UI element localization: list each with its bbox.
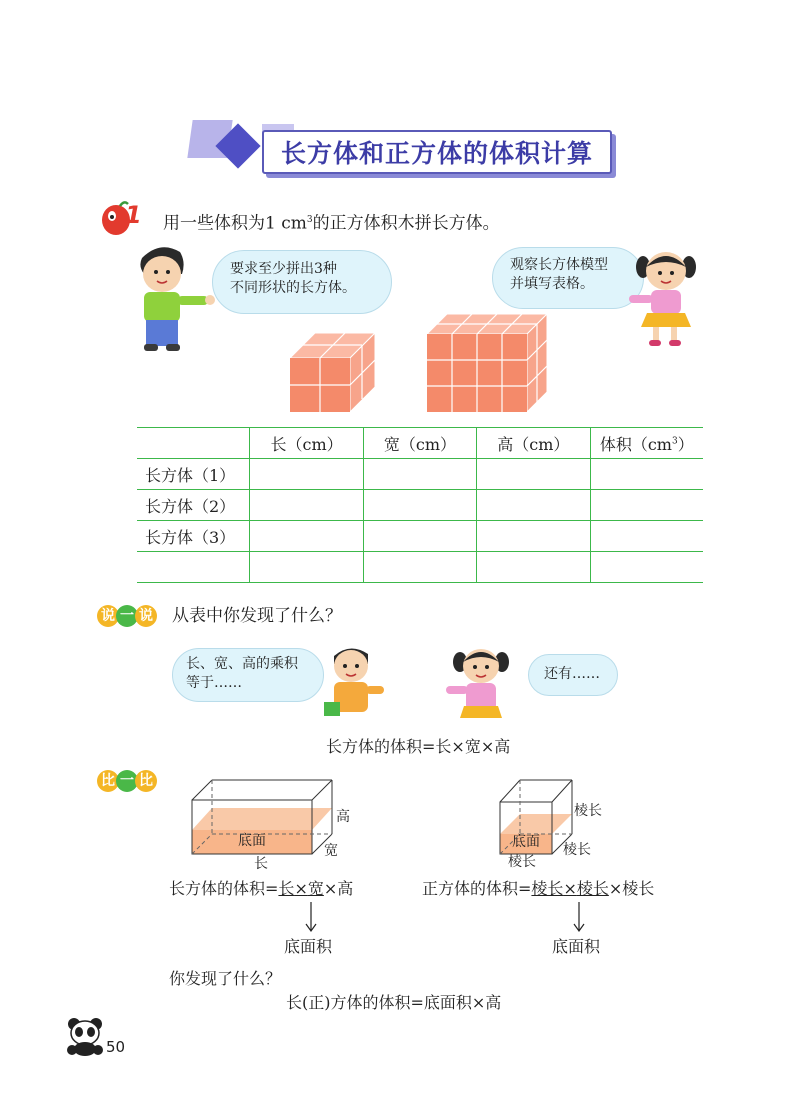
compare-badge-char: 一 bbox=[116, 770, 138, 792]
cuboid-model-large bbox=[423, 312, 551, 412]
discuss-right-text: 还有…… bbox=[544, 666, 600, 682]
cube-formula-times: × bbox=[563, 879, 577, 898]
table-header-sup: 3 bbox=[671, 436, 678, 447]
problem-text-after: 的正方体积木拼长方体。 bbox=[312, 213, 500, 234]
table-cell[interactable] bbox=[477, 490, 590, 521]
compare-badge bbox=[97, 770, 154, 792]
girl-small-illustration bbox=[440, 640, 520, 722]
table-cell[interactable] bbox=[363, 521, 476, 552]
compare-badge-char: 比 bbox=[135, 770, 157, 792]
boy-bubble-line2: 不同形状的长方体。 bbox=[230, 280, 356, 296]
table-header: 宽（cm） bbox=[363, 428, 476, 459]
boy-small-illustration bbox=[320, 640, 390, 720]
panda-icon bbox=[64, 1016, 106, 1056]
table-row bbox=[137, 490, 703, 521]
cube-formula-underline bbox=[531, 879, 608, 898]
discuss-badge bbox=[97, 605, 154, 627]
cuboid-formula bbox=[169, 878, 353, 900]
table-cell[interactable] bbox=[590, 552, 703, 583]
cuboid-formula-times: × bbox=[294, 879, 308, 898]
discuss-conclusion: 长方体的体积=长×宽×高 bbox=[326, 737, 511, 756]
girl-bubble-line2: 并填写表格。 bbox=[510, 276, 594, 292]
cuboid-formula-rest: ×高 bbox=[323, 879, 354, 898]
problem-number: 1 bbox=[125, 201, 142, 229]
problem-text bbox=[163, 210, 500, 234]
row-label: 长方体（3） bbox=[137, 521, 250, 552]
cube-label-edge-bottom: 棱长 bbox=[508, 854, 536, 870]
table-cell[interactable] bbox=[363, 490, 476, 521]
discuss-left-line1: 长、宽、高的乘积 bbox=[186, 656, 298, 672]
row-label: 长方体（1） bbox=[137, 459, 250, 490]
table-cell[interactable] bbox=[590, 490, 703, 521]
arrow-down-icon bbox=[572, 902, 586, 934]
cuboid-model-small bbox=[285, 328, 380, 412]
cube-formula-prefix: 正方体的体积= bbox=[422, 879, 532, 898]
table-cell[interactable] bbox=[477, 459, 590, 490]
cube-formula bbox=[422, 878, 654, 900]
table-row bbox=[137, 521, 703, 552]
cube-formula-edge2: 棱长 bbox=[576, 879, 609, 898]
arrow-down-icon bbox=[304, 902, 318, 934]
table-cell[interactable] bbox=[590, 521, 703, 552]
page-number: 50 bbox=[106, 1038, 126, 1056]
table-cell[interactable] bbox=[250, 521, 363, 552]
cuboid-label-height: 高 bbox=[336, 809, 350, 825]
table-cell[interactable] bbox=[250, 552, 363, 583]
discuss-badge-char: 说 bbox=[97, 605, 119, 627]
cuboid-label-base: 底面 bbox=[238, 833, 266, 849]
compare-badge-char: 比 bbox=[97, 770, 119, 792]
problem-text-before: 用一些体积为1 cm bbox=[163, 213, 307, 234]
data-table bbox=[137, 427, 703, 583]
table-cell[interactable] bbox=[363, 552, 476, 583]
boy-bubble-line1: 要求至少拼出3种 bbox=[230, 261, 337, 277]
cube-label-edge-top: 棱长 bbox=[574, 803, 602, 819]
table-row bbox=[137, 459, 703, 490]
cuboid-formula-underline bbox=[278, 879, 323, 898]
table-cell[interactable] bbox=[250, 490, 363, 521]
cube-label-edge-right: 棱长 bbox=[563, 842, 591, 858]
cuboid-formula-width: 宽 bbox=[307, 879, 324, 898]
row-label: 长方体（2） bbox=[137, 490, 250, 521]
base-area-left: 底面积 bbox=[284, 937, 333, 956]
table-header-volume bbox=[590, 428, 703, 459]
page-title: 长方体和正方体的体积计算 bbox=[280, 139, 593, 168]
cuboid-formula-prefix: 长方体的体积= bbox=[169, 879, 279, 898]
cube-formula-edge1: 棱长 bbox=[531, 879, 564, 898]
discuss-left-line2: 等于…… bbox=[186, 675, 242, 691]
cube-label-base: 底面 bbox=[512, 834, 540, 850]
compare-question: 你发现了什么？ bbox=[169, 969, 282, 988]
table-cell[interactable] bbox=[477, 521, 590, 552]
table-header-empty bbox=[137, 428, 250, 459]
table-header: ） bbox=[677, 434, 694, 454]
girl-illustration bbox=[625, 245, 705, 350]
table-cell[interactable] bbox=[363, 459, 476, 490]
cuboid-label-length: 长 bbox=[254, 856, 268, 872]
cuboid-label-width: 宽 bbox=[324, 843, 338, 859]
girl-bubble-line1: 观察长方体模型 bbox=[510, 257, 608, 273]
table-cell[interactable] bbox=[250, 459, 363, 490]
row-label bbox=[137, 552, 250, 583]
discuss-badge-char: 说 bbox=[135, 605, 157, 627]
discuss-question: 从表中你发现了什么？ bbox=[172, 606, 342, 626]
compare-conclusion: 长(正)方体的体积=底面积×高 bbox=[286, 993, 502, 1012]
table-cell[interactable] bbox=[477, 552, 590, 583]
table-cell[interactable] bbox=[590, 459, 703, 490]
table-header-row bbox=[137, 428, 703, 459]
table-row bbox=[137, 552, 703, 583]
table-header: 高（cm） bbox=[477, 428, 590, 459]
discuss-badge-char: 一 bbox=[116, 605, 138, 627]
cuboid-formula-length: 长 bbox=[278, 879, 295, 898]
table-header: 长（cm） bbox=[250, 428, 363, 459]
boy-illustration bbox=[130, 240, 220, 355]
base-area-right: 底面积 bbox=[552, 937, 601, 956]
page-title-box bbox=[262, 130, 612, 174]
cube-formula-rest: ×棱长 bbox=[608, 879, 655, 898]
problem-text-sup: 3 bbox=[306, 215, 313, 225]
table-header: 体积（cm bbox=[599, 434, 672, 454]
